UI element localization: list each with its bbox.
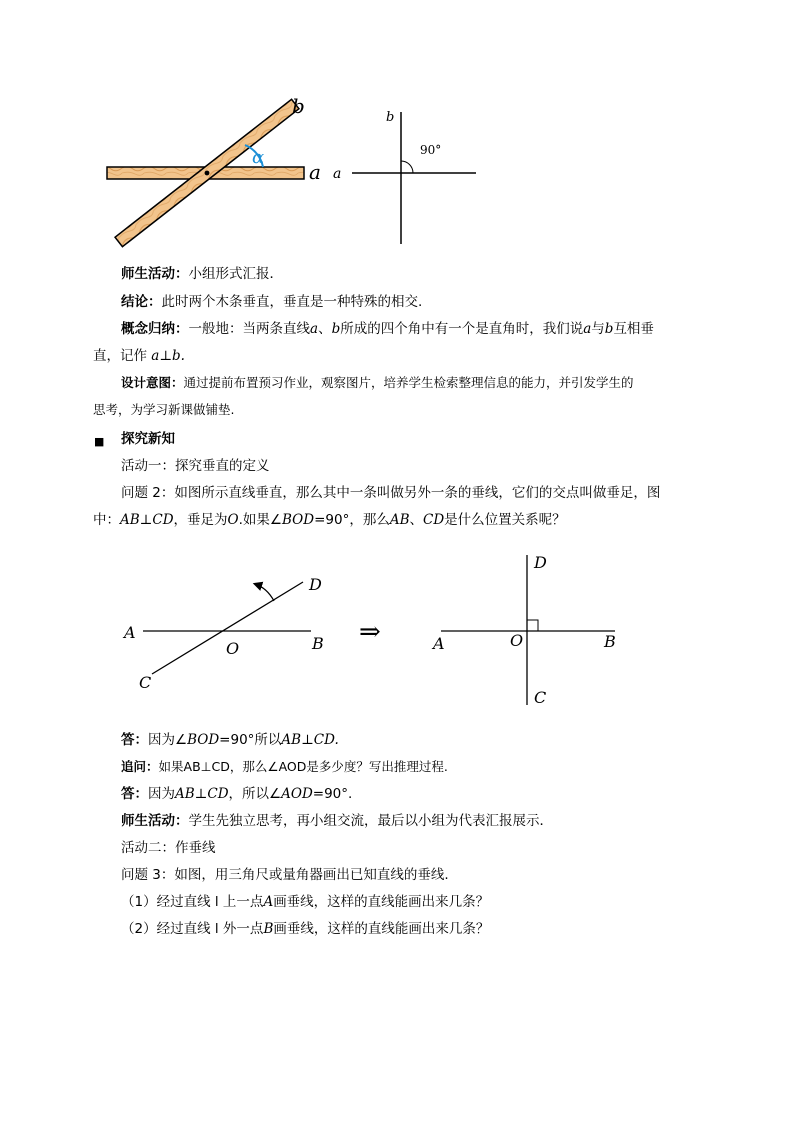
- label-d-left: D: [309, 575, 322, 594]
- label-b-right: B: [604, 632, 616, 651]
- right-angle-arc: [401, 161, 413, 173]
- label-b-left: B: [312, 634, 324, 653]
- question-2-line-2: 中：AB⊥CD，垂足为O.如果∠BOD=90°，那么AB、CD是什么位置关系呢？: [93, 512, 566, 528]
- question-3: 问题 3：如图，用三角尺或量角器画出已知直线的垂线.: [121, 867, 449, 883]
- text-line-1: 师生活动：小组形式汇报．: [121, 266, 283, 282]
- label-a: a: [333, 166, 342, 182]
- label-stick-b: b: [292, 94, 305, 118]
- question-3-part-1: （1）经过直线 l 上一点A画垂线，这样的直线能画出来几条？: [121, 894, 490, 910]
- text-line-5: 设计意图：通过提前布置预习作业，观察图片，培养学生检索整理信息的能力，并引发学生的: [121, 375, 634, 390]
- pivot-point: [205, 171, 210, 176]
- label-a-right: A: [433, 634, 445, 653]
- label-90-degrees: 90°: [420, 143, 442, 157]
- text-line-4: 直，记作 a⊥b.: [93, 348, 185, 364]
- section-bullet-icon: ■: [94, 435, 105, 448]
- question-2-line-1: 问题 2：如图所示直线垂直，那么其中一条叫做另外一条的垂线，它们的交点叫做垂足，图: [121, 485, 661, 501]
- label-o-right: O: [510, 631, 524, 650]
- text-line-2: 结论：此时两个木条垂直，垂直是一种特殊的相交.: [121, 294, 423, 310]
- label-c-left: C: [139, 673, 152, 692]
- label-stick-a: a: [309, 160, 321, 184]
- label-a-left: A: [124, 623, 136, 642]
- label-c-right: C: [534, 688, 547, 707]
- activity-1-title: 活动一：探究垂直的定义: [121, 458, 270, 474]
- label-b: b: [386, 110, 395, 125]
- right-angle-marker: [527, 620, 538, 631]
- text-line-6: 思考，为学习新课做铺垫.: [93, 402, 235, 417]
- answer-1: 答：因为∠BOD=90°所以AB⊥CD.: [121, 732, 339, 748]
- implies-arrow: ⇒: [359, 617, 381, 647]
- question-3-part-2: （2）经过直线 l 外一点B画垂线，这样的直线能画出来几条？: [121, 921, 490, 937]
- section-title: 探究新知: [121, 431, 175, 447]
- label-o-left: O: [226, 639, 240, 658]
- label-d-right: D: [534, 553, 547, 572]
- label-alpha: α: [252, 147, 265, 168]
- follow-up-question: 追问：如果AB⊥CD，那么∠AOD是多少度？写出推理过程.: [121, 759, 448, 774]
- rotation-arrow: [255, 584, 274, 601]
- teacher-student-activity: 师生活动：学生先独立思考，再小组交流，最后以小组为代表汇报展示．: [121, 813, 553, 829]
- figure-perpendicular-lines: [115, 548, 635, 713]
- answer-2: 答：因为AB⊥CD，所以∠AOD=90°.: [121, 786, 353, 802]
- line-cd-left: [152, 582, 303, 674]
- text-line-3: 概念归纳：一般地：当两条直线a、b所成的四个角中有一个是直角时，我们说a与b互相垂: [121, 321, 654, 337]
- figure-wooden-sticks: [100, 92, 500, 252]
- activity-2-title: 活动二：作垂线: [121, 840, 216, 856]
